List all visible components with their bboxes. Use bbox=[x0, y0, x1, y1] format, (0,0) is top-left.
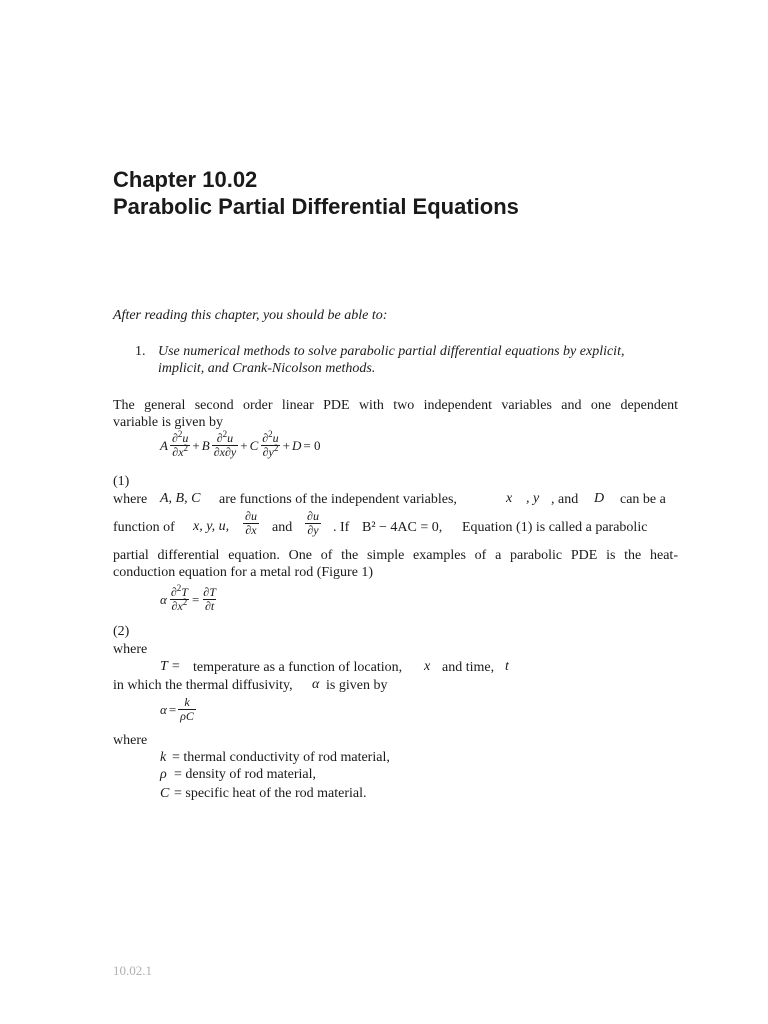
t-symbol: T = bbox=[160, 659, 181, 674]
parabolic-condition: B² − 4AC = 0, bbox=[362, 520, 443, 535]
paragraph-2-line-2: conduction equation for a metal rod (Figure 1) bbox=[113, 565, 374, 580]
objectives-intro: After reading this chapter, you should be able to: bbox=[113, 308, 388, 323]
chapter-title: Parabolic Partial Differential Equations bbox=[113, 194, 519, 219]
where-1-d: D bbox=[594, 491, 605, 506]
alpha-equation: α = $\frac{k}{\rho C}$ bbox=[160, 695, 194, 723]
where-1-vars: A, B, C bbox=[160, 491, 201, 506]
equation-2: α $\frac{\partial^2T}{\partial x^2}$ = $\frac{\partial T}{\partial t}$ bbox=[160, 583, 216, 613]
objective-line-1: Use numerical methods to solve parabolic partial differential equations by explicit, bbox=[158, 344, 625, 359]
t-definition-x: x bbox=[424, 659, 431, 674]
alpha-end: is given by bbox=[326, 678, 388, 693]
def-text-rho: = density of rod material, bbox=[174, 767, 317, 782]
def-symbol-c: C bbox=[160, 786, 170, 801]
function-and: and bbox=[272, 520, 293, 535]
objective-line-2: implicit, and Crank-Nicolson methods. bbox=[158, 361, 376, 376]
t-definition-and: and time, bbox=[442, 660, 495, 675]
where-1-and: , and bbox=[551, 492, 579, 507]
function-of: function of bbox=[113, 520, 175, 535]
fraction-du-dy: $\frac{\partial u}{\partial y}$ bbox=[307, 509, 319, 537]
where-2: where bbox=[113, 642, 148, 657]
function-if: . If bbox=[333, 520, 350, 535]
t-definition: temperature as a function of location, bbox=[193, 660, 403, 675]
objective-number: 1. bbox=[135, 344, 146, 359]
alpha-symbol: α bbox=[312, 677, 320, 692]
where-3: where bbox=[113, 733, 148, 748]
where-1-mid: are functions of the independent variables, bbox=[219, 492, 457, 507]
def-text-c: = specific heat of the rod material. bbox=[174, 786, 367, 801]
fraction-du-dx: $\frac{\partial u}{\partial x}$ bbox=[245, 509, 257, 537]
function-end: Equation (1) is called a parabolic bbox=[462, 520, 648, 535]
paragraph-1-line-2: variable is given by bbox=[113, 415, 224, 430]
where-1-end: can be a bbox=[620, 492, 666, 507]
def-symbol-rho: ρ bbox=[160, 767, 167, 782]
t-definition-t: t bbox=[505, 659, 509, 674]
equation-1-label: (1) bbox=[113, 474, 130, 489]
equation-1: A $\frac{\partial^2u}{\partial x^2}$ + B $\frac{\partial^2u}{\partial x\partial y}$ + C $\frac{\partial^2u}{\partial y^2}$ + D = 0 bbox=[160, 429, 321, 459]
where-1-y: , y bbox=[526, 491, 540, 506]
chapter-number: Chapter 10.02 bbox=[113, 167, 258, 192]
paragraph-2-line-1: partial differential equation. One of the simple examples of a parabolic PDE is the heat- bbox=[113, 548, 678, 563]
page-number: 10.02.1 bbox=[113, 963, 152, 978]
alpha-line: in which the thermal diffusivity, bbox=[113, 678, 293, 693]
function-vars: x, y, u, bbox=[193, 519, 230, 534]
where-1-x: x bbox=[506, 491, 513, 506]
paragraph-1-line-1: The general second order linear PDE with two independent variables and one dependent bbox=[113, 398, 678, 413]
def-symbol-k: k bbox=[160, 750, 167, 765]
equation-2-label: (2) bbox=[113, 624, 130, 639]
def-text-k: = thermal conductivity of rod material, bbox=[172, 750, 390, 765]
where-1: where bbox=[113, 492, 148, 507]
